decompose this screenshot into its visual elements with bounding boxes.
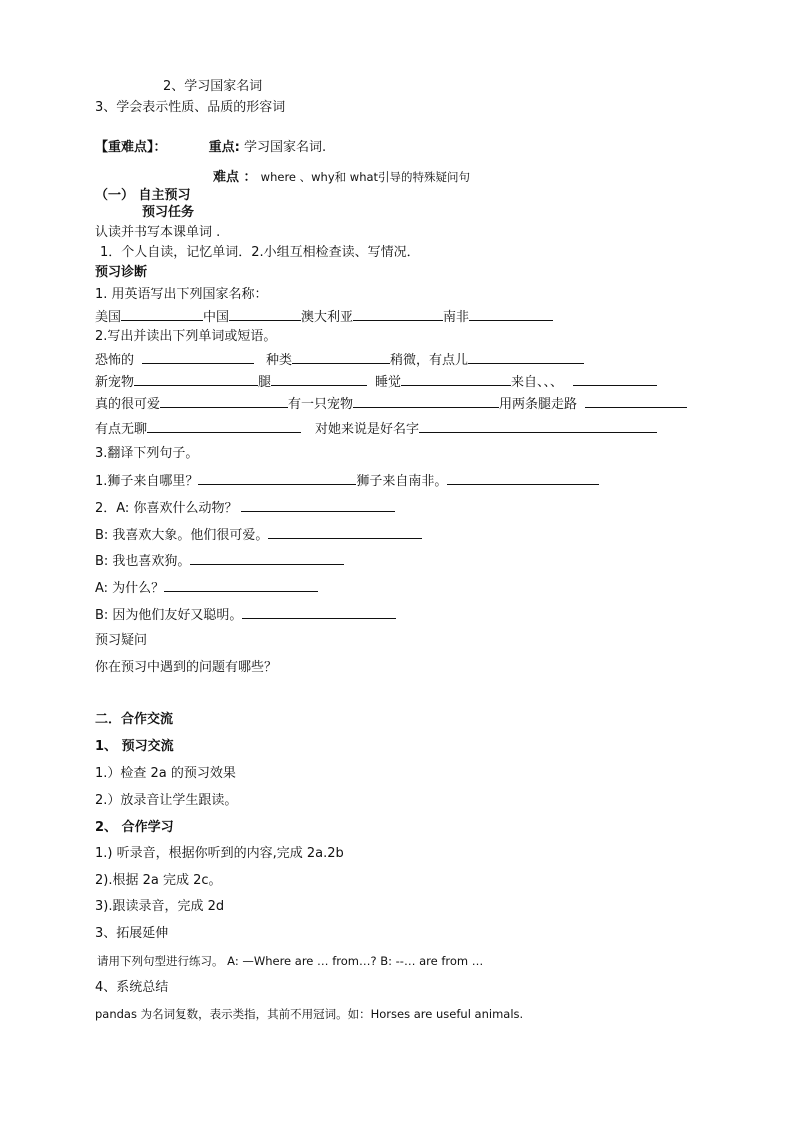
sentence-6: [95, 606, 396, 624]
words-row-4: [95, 420, 657, 438]
answer-blank[interactable]: [268, 526, 422, 539]
answer-blank[interactable]: [468, 351, 584, 364]
countries-row: [95, 308, 553, 326]
answer-blank[interactable]: [585, 395, 687, 408]
sub3-heading: 3、拓展延伸: [95, 926, 169, 941]
sub3-text: 请用下列句型进行练习。 A: —Where are … from…? B: --… are from …: [97, 954, 484, 968]
sentence-text: 2．A: 你喜欢什么动物？: [95, 501, 238, 516]
answer-blank[interactable]: [353, 308, 443, 321]
difficulty-label: 难点 ：: [213, 170, 257, 185]
answer-blank[interactable]: [447, 472, 599, 485]
sentence-5: [95, 579, 318, 597]
answer-blank[interactable]: [353, 395, 499, 408]
country-label: 南非: [443, 310, 470, 325]
sub1-item: 1.）检查 2a 的预习效果: [95, 766, 236, 781]
answer-blank[interactable]: [241, 499, 395, 512]
answer-blank[interactable]: [147, 420, 301, 433]
answer-blank[interactable]: [573, 373, 657, 386]
words-row-3: [95, 395, 687, 413]
answer-blank[interactable]: [419, 420, 657, 433]
sentence-text: B: 我喜欢大象。他们很可爱。: [95, 528, 269, 543]
answer-blank[interactable]: [401, 373, 511, 386]
sub1-item: 2.）放录音让学生跟读。: [95, 793, 238, 808]
sentence-text: A: 为什么？: [95, 581, 165, 596]
sub1-heading: 1、 预习交流: [95, 739, 174, 754]
word-label: 腿: [258, 375, 272, 390]
translate-heading: 3.翻译下列句子。: [95, 446, 199, 461]
goal-item-3: 3、学会表示性质、品质的形容词: [95, 100, 286, 115]
answer-blank[interactable]: [292, 351, 390, 364]
section1-heading: （一） 自主预习: [95, 188, 191, 203]
task-steps: 1．个人自读，记忆单词．2.小组互相检查读、写情况．: [100, 245, 420, 260]
doubt-question: 你在预习中遇到的问题有哪些？: [95, 660, 278, 675]
country-label: 美国: [95, 310, 122, 325]
sub2-item: 3).跟读录音，完成 2d: [95, 899, 225, 914]
answer-blank[interactable]: [164, 579, 318, 592]
word-label: 真的很可爱: [95, 397, 161, 412]
word-label: 新宠物: [95, 375, 135, 390]
country-label: 中国: [203, 310, 230, 325]
sentence-1: [95, 472, 599, 490]
answer-blank[interactable]: [142, 351, 254, 364]
sentence-text: B: 因为他们友好又聪明。: [95, 608, 243, 623]
answer-blank[interactable]: [271, 373, 367, 386]
sentence-text: 狮子来自南非。: [356, 474, 448, 489]
sentence-3: [95, 526, 422, 544]
key-points-row: [95, 140, 326, 156]
answer-blank[interactable]: [134, 373, 258, 386]
focus-text: 学习国家名词.: [244, 140, 327, 155]
answer-blank[interactable]: [469, 308, 553, 321]
focus-label: 重点:: [208, 140, 240, 155]
sub2-item: 1.) 听录音，根据你听到的内容,完成 2a.2b: [95, 846, 344, 861]
section2-heading: 二．合作交流: [95, 712, 174, 727]
sub4-text: pandas 为名词复数，表示类指，其前不用冠词。如：Horses are useful animals.: [95, 1007, 524, 1021]
word-label: 对她来说是好名字: [315, 422, 420, 437]
question-1: 1. 用英语写出下列国家名称：: [95, 287, 268, 302]
answer-blank[interactable]: [121, 308, 203, 321]
difficulty-text: where 、why和 what引导的特殊疑问句: [260, 170, 471, 184]
answer-blank[interactable]: [198, 472, 356, 485]
key-points-label: 【重难点】：: [95, 140, 167, 155]
words-row-1: [95, 351, 584, 369]
word-label: 有点无聊: [95, 422, 148, 437]
country-label: 澳大利亚: [301, 310, 354, 325]
word-label: 睡觉: [375, 375, 402, 390]
word-label: 来自、、、: [511, 375, 564, 390]
words-row-2: [95, 373, 657, 391]
task-heading: 预习任务: [142, 205, 195, 220]
word-label: 恐怖的: [95, 353, 135, 368]
question-2: 2.写出并读出下列单词或短语。: [95, 329, 277, 344]
sentence-2: [95, 499, 395, 517]
diagnosis-heading: 预习诊断: [95, 265, 148, 280]
answer-blank[interactable]: [160, 395, 288, 408]
difficulty-row: [213, 169, 470, 186]
answer-blank[interactable]: [242, 606, 396, 619]
answer-blank[interactable]: [229, 308, 301, 321]
sentence-text: 1.狮子来自哪里？: [95, 474, 199, 489]
sub2-heading: 2、 合作学习: [95, 820, 174, 835]
word-label: 有一只宠物: [288, 397, 354, 412]
sub2-item: 2).根据 2a 完成 2c。: [95, 873, 222, 888]
answer-blank[interactable]: [190, 552, 344, 565]
sub4-heading: 4、系统总结: [95, 980, 169, 995]
goal-item-2: 2、学习国家名词: [163, 79, 263, 94]
sentence-text: B: 我也喜欢狗。: [95, 554, 191, 569]
sentence-4: [95, 552, 344, 570]
word-label: 种类: [266, 353, 293, 368]
task-intro: 认读并书写本课单词 .: [95, 225, 221, 240]
word-label: 稍微，有点儿: [390, 353, 469, 368]
doubt-heading: 预习疑问: [95, 633, 148, 648]
word-label: 用两条腿走路: [499, 397, 578, 412]
